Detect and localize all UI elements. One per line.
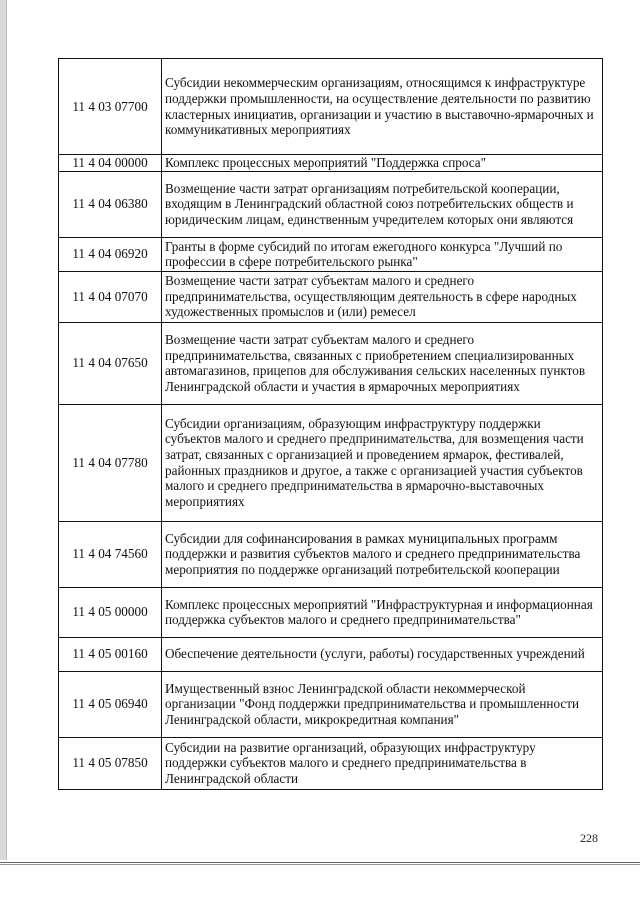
table-row — [59, 737, 603, 789]
code-cell: 11 4 05 00000 — [59, 587, 162, 637]
description-cell: Субсидии на развитие организаций, образующих инфраструктуру поддержки субъектов малого и среднего предпринимательства в Ленинградской области — [162, 737, 603, 789]
table-row — [59, 59, 603, 155]
code-cell: 11 4 05 06940 — [59, 671, 162, 737]
table-row — [59, 237, 603, 271]
code-cell: 11 4 04 00000 — [59, 155, 162, 172]
code-cell: 11 4 03 07700 — [59, 59, 162, 155]
code-cell: 11 4 04 07070 — [59, 271, 162, 322]
table-row — [59, 587, 603, 637]
description-cell: Возмещение части затрат субъектам малого и среднего предпринимательства, связанных с приобретением специализированных автомагазинов, прицепов для обслуживания сельских населенных пунктов Ленинградской области и участия в ярмарочных мероприятиях — [162, 322, 603, 404]
code-cell: 11 4 04 06920 — [59, 237, 162, 271]
scan-bottom-line — [0, 862, 640, 863]
table-row — [59, 404, 603, 521]
description-cell: Комплекс процессных мероприятий "Поддержка спроса" — [162, 155, 603, 172]
description-cell: Субсидии для софинансирования в рамках муниципальных программ поддержки и развития субъектов малого и среднего предпринимательства мероприятия по поддержке организаций потребительской кооперации — [162, 521, 603, 587]
table-row — [59, 671, 603, 737]
scan-bottom-line — [0, 864, 640, 865]
description-cell: Субсидии организациям, образующим инфраструктуру поддержки субъектов малого и среднего предпринимательства, для возмещения части затрат, связанных с организацией и проведением ярмарок, фестивалей, районных праздников и другое, а также с организацией участия субъектов малого и среднего предпринимательства в ярмарочно-выставочных мероприятиях — [162, 404, 603, 521]
description-cell: Возмещение части затрат организациям потребительской кооперации, входящим в Ленинградский областной союз потребительских обществ и юридическим лицам, единственным учредителем которых они являются — [162, 171, 603, 237]
table-row — [59, 155, 603, 172]
budget-classification-table — [58, 58, 603, 790]
code-cell: 11 4 04 06380 — [59, 171, 162, 237]
description-cell: Субсидии некоммерческим организациям, относящимся к инфраструктуре поддержки промышленности, на осуществление деятельности по развитию кластерных инициатив, организации и участию в выставочно-ярмарочных и коммуникативных мероприятиях — [162, 59, 603, 155]
code-cell: 11 4 05 00160 — [59, 637, 162, 671]
page-number: 228 — [580, 831, 598, 845]
description-cell: Комплекс процессных мероприятий "Инфраструктурная и информационная поддержка субъектов малого и среднего предпринимательства" — [162, 587, 603, 637]
code-cell: 11 4 04 07650 — [59, 322, 162, 404]
code-cell: 11 4 04 74560 — [59, 521, 162, 587]
description-cell: Обеспечение деятельности (услуги, работы) государственных учреждений — [162, 637, 603, 671]
description-cell: Гранты в форме субсидий по итогам ежегодного конкурса "Лучший по профессии в сфере потребительского рынка" — [162, 237, 603, 271]
table-row — [59, 322, 603, 404]
table-row — [59, 521, 603, 587]
description-cell: Имущественный взнос Ленинградской области некоммерческой организации "Фонд поддержки предпринимательства и промышленности Ленинградской области, микрокредитная компания" — [162, 671, 603, 737]
code-cell: 11 4 04 07780 — [59, 404, 162, 521]
table-row — [59, 271, 603, 322]
table-row — [59, 637, 603, 671]
description-cell: Возмещение части затрат субъектам малого и среднего предпринимательства, осуществляющим деятельность в сфере народных художественных промыслов и (или) ремесел — [162, 271, 603, 322]
scan-edge-line — [6, 0, 7, 860]
table-row — [59, 171, 603, 237]
code-cell: 11 4 05 07850 — [59, 737, 162, 789]
